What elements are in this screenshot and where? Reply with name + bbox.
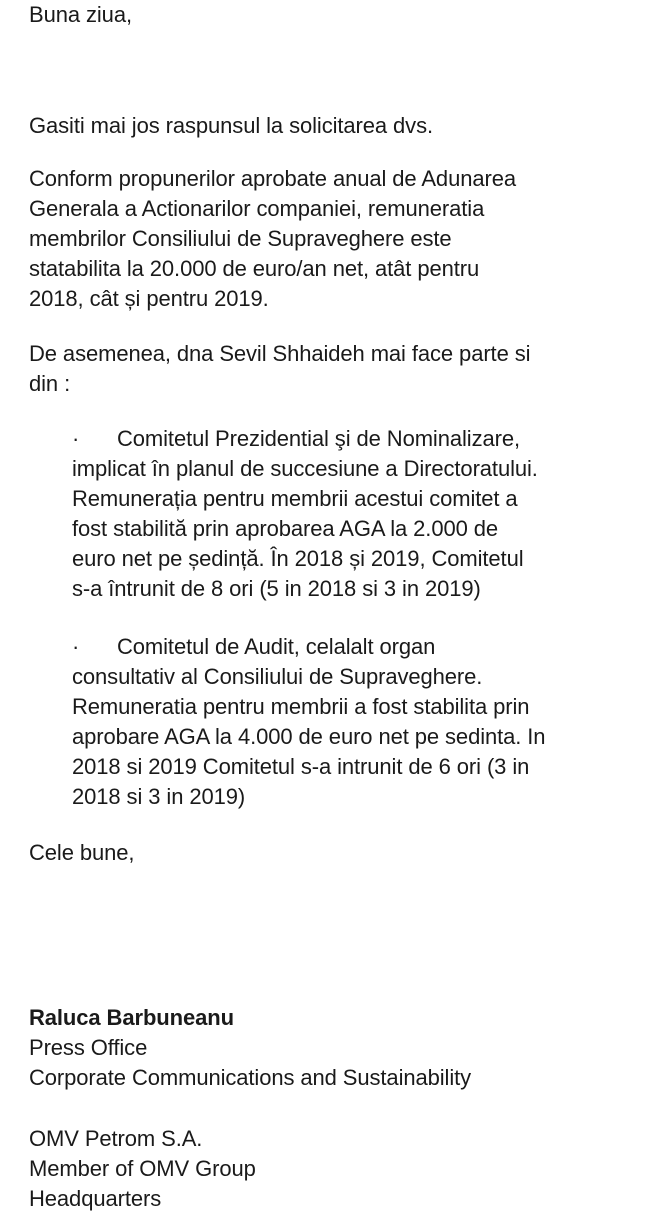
bullet-line: 2018 si 2019 Comitetul s-a intrunit de 6 ori (3 in <box>72 754 530 779</box>
signature-name: Raluca Barbuneanu <box>29 1005 234 1030</box>
bullet-line: fost stabilită prin aprobarea AGA la 2.000 de <box>72 516 499 541</box>
bullet-line: euro net pe ședință. În 2018 și 2019, Comitetul <box>72 546 524 571</box>
paragraph-line: din : <box>29 371 71 396</box>
bullet-marker: · <box>72 634 80 659</box>
paragraph-remuneration <box>29 164 516 314</box>
paragraph-line: statabilita la 20.000 de euro/an net, atât pentru <box>29 256 480 281</box>
bullet-line: Remunerația pentru membrii acestui comitet a <box>72 486 518 511</box>
closing: Cele bune, <box>29 840 135 865</box>
bullet-line: 2018 si 3 in 2019) <box>72 784 246 809</box>
bullet-line: aprobare AGA la 4.000 de euro net pe sedinta. In <box>72 724 546 749</box>
bullet-marker: · <box>72 426 80 451</box>
bullet-line: consultativ al Consiliului de Supraveghere. <box>72 664 483 689</box>
intro-text: Gasiti mai jos raspunsul la solicitarea dvs. <box>29 113 433 138</box>
bullet-text <box>72 424 632 604</box>
bullet-line: Comitetul de Audit, celalalt organ <box>117 634 436 659</box>
company-name: OMV Petrom S.A. <box>29 1126 203 1151</box>
paragraph-committees-intro <box>29 339 530 399</box>
paragraph-line: Generala a Actionarilor companiei, remuneratia <box>29 196 485 221</box>
signature-role: Press Office <box>29 1035 148 1060</box>
company-block <box>29 1124 256 1214</box>
signature-department: Corporate Communications and Sustainability <box>29 1065 472 1090</box>
bullet-line: s-a întrunit de 8 ori (5 in 2018 si 3 in 2019) <box>72 576 481 601</box>
bullet-line: Remuneratia pentru membrii a fost stabilita prin <box>72 694 530 719</box>
paragraph-line: De asemenea, dna Sevil Shhaideh mai face parte si <box>29 341 531 366</box>
bullet-line: implicat în planul de succesiune a Directoratului. <box>72 456 538 481</box>
company-location: Headquarters <box>29 1186 162 1211</box>
greeting: Buna ziua, <box>29 2 132 27</box>
paragraph-line: 2018, cât și pentru 2019. <box>29 286 269 311</box>
company-group: Member of OMV Group <box>29 1156 256 1181</box>
paragraph-line: membrilor Consiliului de Supraveghere este <box>29 226 452 251</box>
bullet-line: Comitetul Prezidential şi de Nominalizare, <box>117 426 520 451</box>
signature-block <box>29 1003 471 1093</box>
bullet-text <box>72 632 632 812</box>
paragraph-line: Conform propunerilor aprobate anual de Adunarea <box>29 166 516 191</box>
